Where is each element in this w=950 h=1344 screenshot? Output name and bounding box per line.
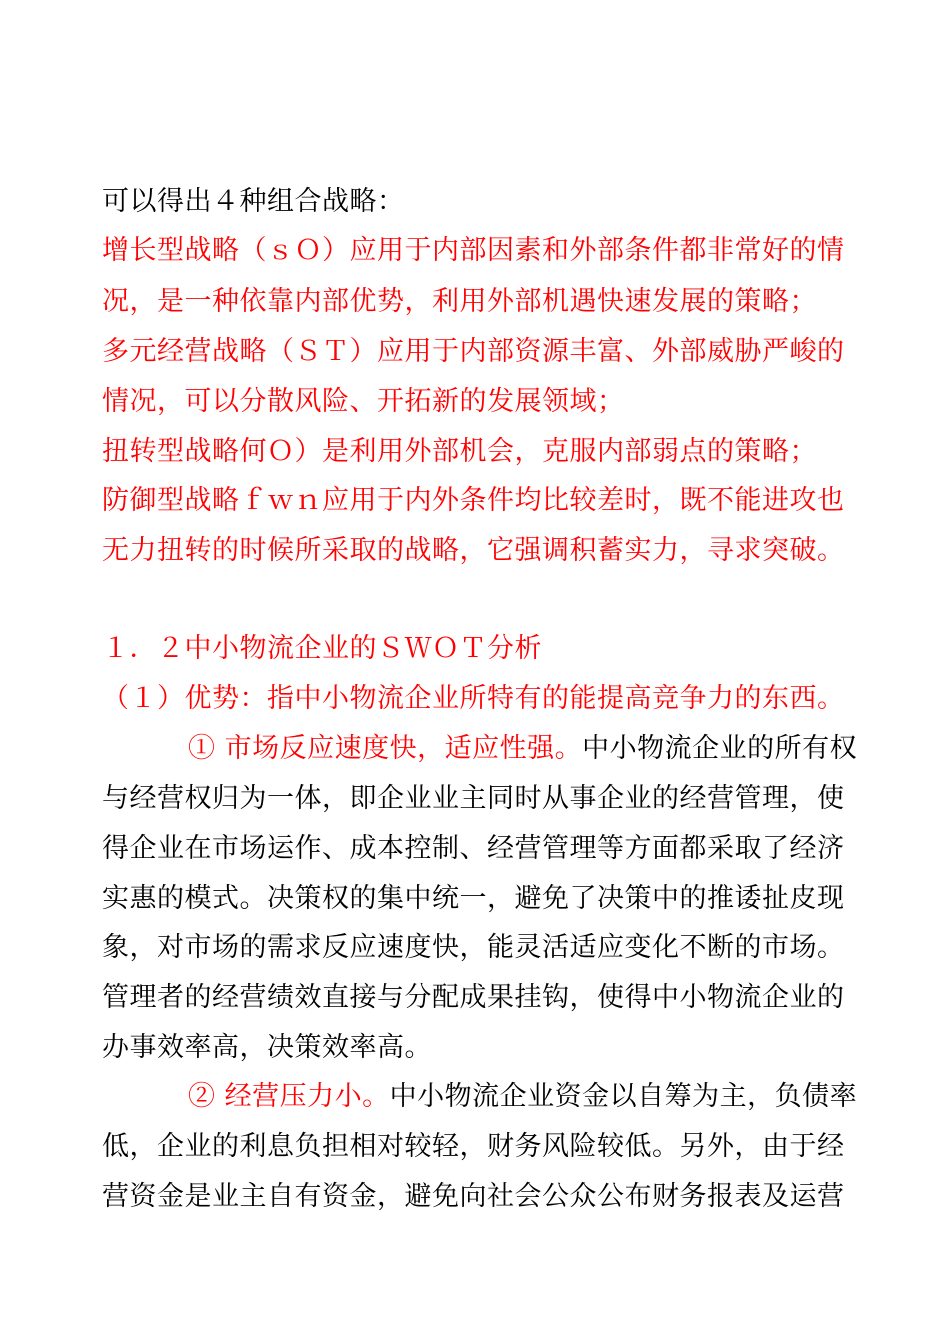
strategy-line: 增长型战略（ｓＯ）应用于内部因素和外部条件都非常好的情	[102, 235, 845, 266]
point2-first-line	[188, 1082, 857, 1112]
point1-line: 象，对市场的需求反应速度快，能灵活适应变化不断的市场。	[102, 932, 845, 963]
point1-line: 实惠的模式。决策权的集中统一，避免了决策中的推诿扯皮现	[102, 883, 845, 914]
point1-first-line-text: 中小物流企业的所有权	[582, 733, 858, 764]
point2-first-line-text: 中小物流企业资金以自筹为主，负债率	[389, 1081, 858, 1112]
section-heading: １．２中小物流企业的ＳＷＯＴ分析	[102, 633, 542, 664]
point2-title: ② 经营压力小。	[188, 1081, 390, 1112]
strategy-line: 况，是一种依靠内部优势，利用外部机遇快速发展的策略；	[102, 286, 817, 317]
point1-line: 办事效率高，决策效率高。	[102, 1032, 432, 1063]
strategy-line: 扭转型战略何Ｏ）是利用外部机会，克服内部弱点的策略；	[102, 436, 817, 467]
strategy-line: 情况，可以分散风险、开拓新的发展领域；	[102, 386, 625, 417]
strategy-line: 多元经营战略（ＳＴ）应用于内部资源丰富、外部威胁严峻的	[102, 336, 845, 367]
strategy-line: 无力扭转的时候所采取的战略，它强调积蓄实力，寻求突破。	[102, 535, 845, 566]
point1-line: 与经营权归为一体，即企业业主同时从事企业的经营管理，使	[102, 783, 845, 814]
strategy-line: 防御型战略ｆｗｎ应用于内外条件均比较差时，既不能进攻也	[102, 485, 845, 516]
point1-first-line	[188, 734, 857, 764]
point1-line: 得企业在市场运作、成本控制、经营管理等方面都采取了经济	[102, 833, 845, 864]
point1-line: 管理者的经营绩效直接与分配成果挂钩，使得中小物流企业的	[102, 982, 845, 1013]
intro-text: 可以得出４种组合战略：	[102, 186, 405, 217]
subsection-heading: （１）优势：指中小物流企业所特有的能提高竞争力的东西。	[102, 683, 845, 714]
point1-title: ① 市场反应速度快，适应性强。	[188, 733, 583, 764]
point2-line: 营资金是业主自有资金，避免向社会公众公布财务报表及运营	[102, 1181, 845, 1212]
point2-line: 低，企业的利息负担相对较轻，财务风险较低。另外，由于经	[102, 1131, 845, 1162]
